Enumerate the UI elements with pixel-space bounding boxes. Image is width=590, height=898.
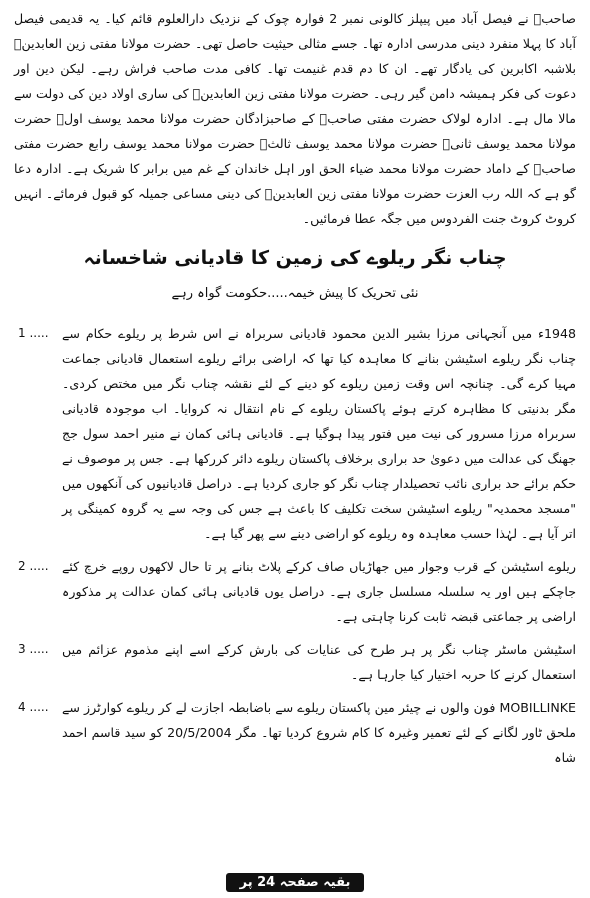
article-heading: چناب نگر ریلوے کی زمین کا قادیانی شاخسانہ bbox=[83, 247, 507, 269]
list-item-text: 1948ء میں آنجہانی مرزا بشیر الدین محمود قادیانی سربراہ نے اس شرط پر ریلوے حکام سے چناب نگر ریلوے اسٹیشن بنانے کا معاہدہ کیا تھا کہ اراضی برائے ریلوے استعمال قادیانی جماعت مہیا کرے گی۔ چنانچہ اس وقت زمین ریلوے کو دینے کے لئے نقشہ چناب نگر میں مختص کردی۔ مگر بدنیتی کا مظاہرہ کرتے ہوئے پاکستان ریلوے کے نام انتقال نہ کروایا۔ اب موجودہ قادیانی سربراہ مرزا مسرور کی نیت میں فتور پیدا ہوگیا ہے۔ قادیانی ہائی کمان نے منیر احمد سول جج جھنگ کی عدالت میں دعویٰ حد براری برخلاف پاکستان ریلوے دائر کررکھا ہے۔ جس پر موصوف نے حکم برائے حد براری نائب تحصیلدار چناب نگر کو جاری کردیا ہے۔ دراصل قادیانیوں کی آنکھوں میں "مسجد محمدیہ" ریلوے اسٹیشن سخت تکلیف کا باعث ہے جس کی وجہ سے یہ گروہ کمینگی پر اتر آیا ہے۔ لہٰذا حسب معاہدہ وہ ریلوے کو اراضی دینے سے پھر گیا ہے۔ bbox=[62, 326, 576, 541]
numbered-list bbox=[14, 321, 576, 770]
list-item-number: 4 ..... bbox=[18, 700, 49, 714]
continued-on-page-badge: بقیہ صفحہ 24 پر bbox=[226, 873, 365, 892]
list-item-text: ریلوے اسٹیشن کے قرب وجوار میں جھاڑیاں صاف کرکے پلاٹ بنانے پر تا حال لاکھوں روپے خرچ کئے جاچکے ہیں اور یہ سلسلہ مسلسل جاری ہے۔ دراصل یوں قادیانی ہائی کمان عدالت پر مذکورہ اراضی پر جماعتی قبضہ ثابت کرنا چاہتی ہے۔ bbox=[62, 559, 576, 624]
list-item-number: 1 ..... bbox=[18, 326, 49, 340]
intro-paragraph: صاحبؒ نے فیصل آباد میں پیپلز کالونی نمبر 2 فوارہ چوک کے نزدیک دارالعلوم قائم کیا۔ یہ قدیمی فیصل آباد کا پہلا منفرد دینی مدرسی ادارہ تھا۔ جسے مثالی حیثیت حاصل تھی۔ حضرت مولانا مفتی زین العابدینؒ بلاشبہ اکابرین کی یادگار تھے۔ ان کا دم قدم غنیمت تھا۔ کافی مدت صاحب فراش رہے۔ لیکن دین اور دعوت کی فکر ہمیشہ دامن گیر رہی۔ حضرت مولانا مفتی زین العابدینؒ کی ساری اولاد دین کی دولت سے مالا مال ہے۔ ادارہ لولاک حضرت مفتی صاحبؒ کے صاحبزادگان حضرت مولانا محمد یوسف اولؒ حضرت مولانا محمد یوسف ثانیؒ حضرت مولانا محمد یوسف ثالثؒ حضرت مولانا محمد یوسف رابع حضرت مفتی صاحبؒ کے داماد حضرت مولانا محمد ضیاء الحق اور اہل خاندان کے غم میں برابر کا شریک ہے۔ ادارہ دعا گو ہے کہ اللہ رب العزت حضرت مولانا مفتی زین العابدینؒ کی دینی مساعی جمیلہ کو قبول فرمائے۔ انہیں کروٹ کروٹ جنت الفردوس میں جگہ عطا فرمائیں۔ bbox=[14, 11, 576, 226]
list-item bbox=[14, 695, 576, 770]
list-item bbox=[14, 637, 576, 687]
article-subheading: نئی تحریک کا پیش خیمہ.....حکومت گواہ رہے bbox=[171, 286, 419, 301]
continuation-footer bbox=[0, 871, 590, 892]
list-item bbox=[14, 554, 576, 629]
list-item-number: 3 ..... bbox=[18, 642, 49, 656]
list-item-text: اسٹیشن ماسٹر چناب نگر پر ہر طرح کی عنایات کی بارش کرکے اسے اپنے مذموم عزائم میں استعمال کرنے کا حربہ اختیار کیا جارہا ہے۔ bbox=[62, 642, 576, 682]
list-item-text: MOBILLINKE فون والوں نے چیئر مین پاکستان ریلوے سے باضابطہ اجازت لے کر ریلوے کوارٹرز سے ملحق ٹاور لگانے کے لئے تعمیر وغیرہ کا کام شروع کردیا تھا۔ مگر 20/5/2004 کو سید قاسم احمد شاہ bbox=[62, 700, 576, 765]
list-item-number: 2 ..... bbox=[18, 559, 49, 573]
list-item bbox=[14, 321, 576, 546]
